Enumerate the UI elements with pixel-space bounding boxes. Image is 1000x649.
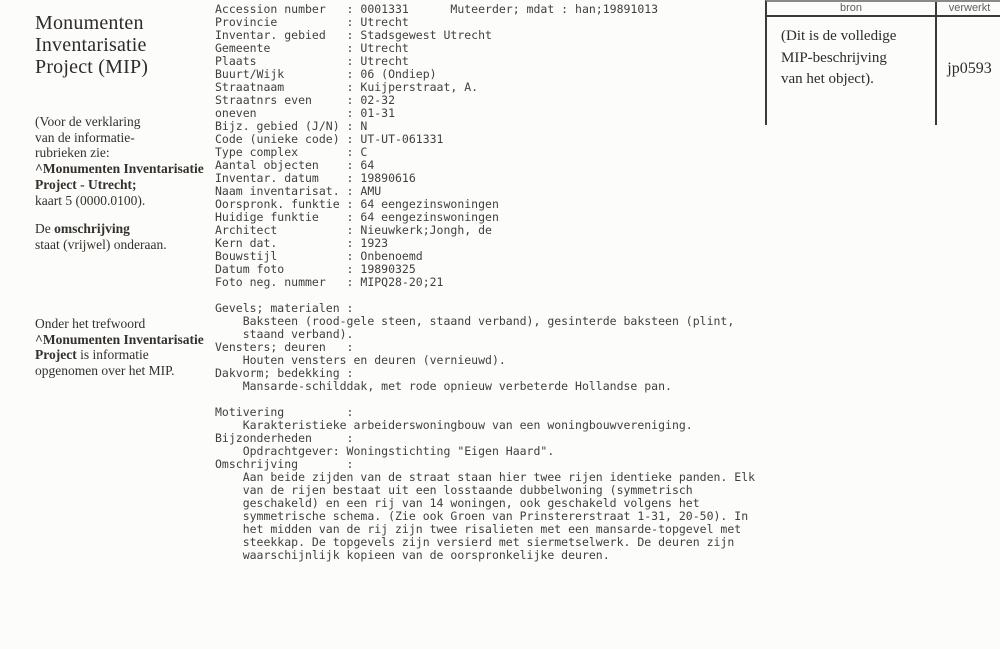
record-line: Aan beide zijden van de straat staan hier twee rijen identieke panden. Elk — [215, 470, 756, 484]
stamp-col-verwerkt — [935, 2, 1000, 125]
record-line: Dakvorm; bedekking : — [215, 366, 354, 380]
note-line-bold: Project - Utrecht; — [35, 176, 137, 192]
note-line: rubrieken zie: — [35, 145, 110, 161]
record-line: het midden van de rij zijn twee risalieten met een mansarde-topgevel met — [215, 522, 742, 536]
record-line: geschakeld) en een rij van 14 woningen, ook geschakeld volgens het — [215, 496, 700, 510]
record-line: Bijzonderheden : — [215, 431, 354, 445]
record-line: steekkap. De topgevels zijn versierd met siermetselwerk. De deuren zijn — [215, 535, 735, 549]
sidebar-note-legend — [35, 114, 230, 208]
record-line: Inventar. gebied : Stadsgewest Utrecht — [215, 28, 492, 42]
record-line: Vensters; deuren : — [215, 340, 354, 354]
record-lines — [215, 3, 775, 562]
note-text: is informatie — [76, 347, 149, 363]
note-line: van de informatie- — [35, 129, 135, 145]
record-line: Architect : Nieuwkerk;Jongh, de — [215, 223, 492, 237]
page-title-line: Project (MIP) — [35, 56, 149, 78]
sidebar-note-trefwoord — [35, 316, 230, 379]
record-line: Inventar. datum : 19890616 — [215, 171, 416, 185]
stamp-bron-line: (Dit is de volledige — [781, 28, 897, 44]
record-line: Oorspronk. funktie : 64 eengezinswoningen — [215, 197, 499, 211]
note-line: opgenomen over het MIP. — [35, 363, 175, 379]
record-line: Motivering : — [215, 405, 354, 419]
stamp-col-bron — [767, 2, 935, 125]
note-line: Onder het trefwoord — [35, 316, 146, 331]
stamp-bron-line: MIP-beschrijving — [781, 49, 887, 66]
stamp-verwerkt-value: jp0593 — [947, 60, 992, 77]
record-line: waarschijnlijk kopieen van de oorspronkelijke deuren. — [215, 548, 610, 562]
record-line: Type complex : C — [215, 145, 368, 159]
record-line: Aantal objecten : 64 — [215, 158, 375, 172]
note-line: staat (vrijwel) onderaan. — [35, 236, 167, 252]
record-line: Code (unieke code) : UT-UT-061331 — [215, 132, 444, 146]
note-line — [35, 347, 230, 363]
record-line: Straatnrs even : 02-32 — [215, 93, 396, 107]
record-line: van de rijen bestaat uit een losstaande dubbelwoning (symmetrisch — [215, 483, 693, 497]
record-line: symmetrische schema. (Zie ook Groen van Prinstererstraat 1-31, 20-50). In — [215, 509, 749, 523]
record-line: Huidige funktie : 64 eengezinswoningen — [215, 210, 499, 224]
note-line: (Voor de verklaring — [35, 114, 141, 129]
record-line: Straatnaam : Kuijperstraat, A. — [215, 80, 479, 94]
record-line: Bouwstijl : Onbenoemd — [215, 249, 423, 263]
record-line: Karakteristieke arbeiderswoningbouw van een woningbouwvereniging. — [215, 418, 693, 432]
record-line: Opdrachtgever: Woningstichting "Eigen Haard". — [215, 444, 555, 458]
record-line: Gevels; materialen : — [215, 301, 354, 315]
record-line: Foto neg. nummer : MIPQ28-20;21 — [215, 275, 444, 289]
note-text: De — [35, 221, 55, 236]
stamp-bron-note — [767, 17, 935, 91]
note-text-bold: Project — [35, 347, 77, 363]
record-line: Bijz. gebied (J/N) : N — [215, 119, 368, 133]
record-line: oneven : 01-31 — [215, 106, 396, 120]
record-line: staand verband). — [215, 327, 354, 341]
page-title-line: Inventarisatie — [35, 34, 147, 56]
record-line: Omschrijving : — [215, 457, 354, 471]
record-line: Datum foto : 19890325 — [215, 262, 416, 276]
page-title — [35, 12, 225, 78]
record-line: Gemeente : Utrecht — [215, 41, 409, 55]
stamp-bron-line: van het object). — [781, 71, 874, 87]
record-line: Naam inventarisat. : AMU — [215, 184, 382, 198]
record-line: Plaats : Utrecht — [215, 54, 409, 68]
note-line-bold: ^Monumenten Inventarisatie — [35, 161, 204, 177]
sidebar-note-omschrijving — [35, 221, 230, 252]
stamp-table — [765, 0, 1000, 125]
stamp-header-verwerkt: verwerkt — [937, 2, 1000, 17]
note-line: kaart 5 (0000.0100). — [35, 192, 146, 208]
record-line: Houten vensters en deuren (vernieuwd). — [215, 353, 506, 367]
record-line: Accession number : 0001331 Muteerder; mdat : han;19891013 — [215, 2, 659, 16]
record-line: Baksteen (rood-gele steen, staand verband), gesinterde baksteen (plint, — [215, 314, 735, 328]
record-line: Mansarde-schilddak, met rode opnieuw verbeterde Hollandse pan. — [215, 379, 672, 393]
record-line: Kern dat. : 1923 — [215, 236, 389, 250]
record-line: Buurt/Wijk : 06 (Ondiep) — [215, 67, 437, 81]
note-line-bold: ^Monumenten Inventarisatie — [35, 331, 204, 347]
stamp-header-bron: bron — [767, 2, 935, 17]
record-line: Provincie : Utrecht — [215, 15, 409, 29]
note-line — [35, 221, 230, 237]
page-title-line: Monumenten — [35, 12, 144, 34]
note-text-bold: omschrijving — [54, 221, 130, 236]
